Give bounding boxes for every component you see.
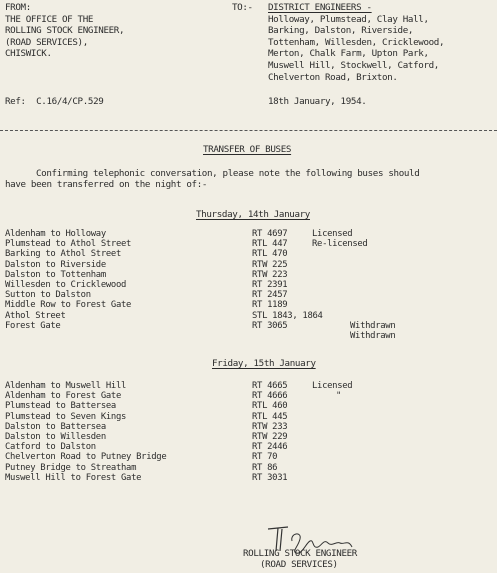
table-row: Barking to Athol Street	[5, 249, 121, 260]
from-line-2: ROLLING STOCK ENGINEER,	[5, 25, 125, 37]
bus-number: RTW 229	[252, 431, 288, 442]
table-row: Plumstead to Seven Kings	[5, 411, 127, 422]
table-row: Athol Street	[5, 310, 66, 321]
thursday-notes-b	[350, 321, 395, 341]
table-row: Plumstead to Battersea	[5, 401, 116, 412]
table-row: Dalston to Willesden	[5, 431, 106, 442]
table-row: Dalston to Tottenham	[5, 269, 106, 280]
section-heading-friday: Friday, 15th January	[212, 358, 316, 369]
bus-number: RTW 223	[252, 269, 288, 280]
table-row: Dalston to Riverside	[5, 259, 106, 270]
bus-number: RTW 225	[252, 259, 288, 270]
bus-number: RTL 445	[252, 411, 288, 422]
bus-number: RTL 470	[252, 249, 288, 260]
bus-number: RT 2391	[252, 279, 288, 290]
table-row: Muswell Hill to Forest Gate	[5, 472, 142, 483]
table-row: Middle Row to Forest Gate	[5, 300, 132, 311]
bus-number: RT 3031	[252, 472, 288, 483]
bus-number: RTL 447	[252, 239, 288, 250]
to-line-2: Holloway, Plumstead, Clay Hall,	[268, 13, 429, 25]
bus-number: RT 86	[252, 462, 278, 473]
to-label: TO:-	[232, 2, 253, 13]
bus-number: RTL 460	[252, 401, 288, 412]
bus-number: RT 4697	[252, 229, 288, 239]
status-note: Licensed	[312, 229, 353, 239]
bus-number: RT 1189	[252, 300, 288, 311]
table-row: Willesden to Cricklewood	[5, 279, 127, 290]
bus-number: RT 70	[252, 452, 278, 463]
status-note: Re-licensed	[312, 239, 368, 250]
table-row: Chelverton Road to Putney Bridge	[5, 452, 167, 463]
friday-routes	[5, 381, 166, 483]
table-row: Catford to Dalston	[5, 442, 96, 453]
table-row: Dalston to Battersea	[5, 421, 106, 432]
friday-notes	[312, 381, 352, 401]
table-row: Sutton to Dalston	[5, 290, 91, 301]
to-line-4: Tottenham, Willesden, Cricklewood,	[268, 36, 445, 48]
signatory-title: ROLLING STOCK ENGINEER	[243, 548, 357, 559]
to-line-5: Merton, Chalk Farm, Upton Park,	[268, 48, 429, 60]
table-row: Putney Bridge to Streatham	[5, 462, 137, 473]
from-line-4: CHISWICK.	[5, 48, 52, 60]
table-row: Aldenham to Holloway	[5, 229, 106, 239]
to-line-7: Chelverton Road, Brixton.	[268, 71, 398, 83]
bus-number: RT 3065	[252, 320, 288, 331]
memo-date: 18th January, 1954.	[268, 96, 367, 107]
bus-number: RTW 233	[252, 421, 288, 432]
status-note: Licensed	[312, 381, 353, 391]
bus-number: RT 4665	[252, 381, 288, 391]
thursday-routes	[5, 229, 131, 331]
to-line-1: DISTRICT ENGINEERS -	[268, 2, 372, 13]
from-line-1: THE OFFICE OF THE	[5, 13, 94, 25]
intro-line-2: have been transferred on the night of:-	[5, 179, 208, 190]
ditto-mark: "	[336, 391, 342, 402]
friday-buses	[252, 381, 287, 483]
bus-number: RT 2457	[252, 290, 288, 301]
memo-title: TRANSFER OF BUSES	[203, 144, 292, 155]
to-line-3: Barking, Dalston, Riverside,	[268, 25, 414, 37]
signatory-subtitle: (ROAD SERVICES)	[260, 559, 338, 570]
thursday-notes-a	[312, 229, 367, 249]
table-row: Forest Gate	[5, 320, 61, 331]
from-line-3: (ROAD SERVICES),	[5, 36, 88, 48]
bus-number: RT 4666	[252, 391, 288, 402]
status-note: Withdrawn	[350, 330, 396, 341]
from-label: FROM:	[5, 2, 31, 13]
divider	[0, 130, 497, 131]
table-row: Plumstead to Athol Street	[5, 239, 132, 250]
bus-number: STL 1843, 1864	[252, 310, 323, 321]
bus-number: RT 2446	[252, 442, 288, 453]
table-row: Aldenham to Muswell Hill	[5, 381, 127, 391]
section-heading-thursday: Thursday, 14th January	[196, 209, 310, 220]
reference: Ref: C.16/4/CP.529	[5, 96, 104, 107]
to-line-6: Muswell Hill, Stockwell, Catford,	[268, 60, 439, 71]
status-note: Withdrawn	[350, 320, 396, 331]
table-row: Aldenham to Forest Gate	[5, 391, 121, 402]
intro-line-1: Confirming telephonic conversation, please note the following buses should	[36, 168, 420, 179]
